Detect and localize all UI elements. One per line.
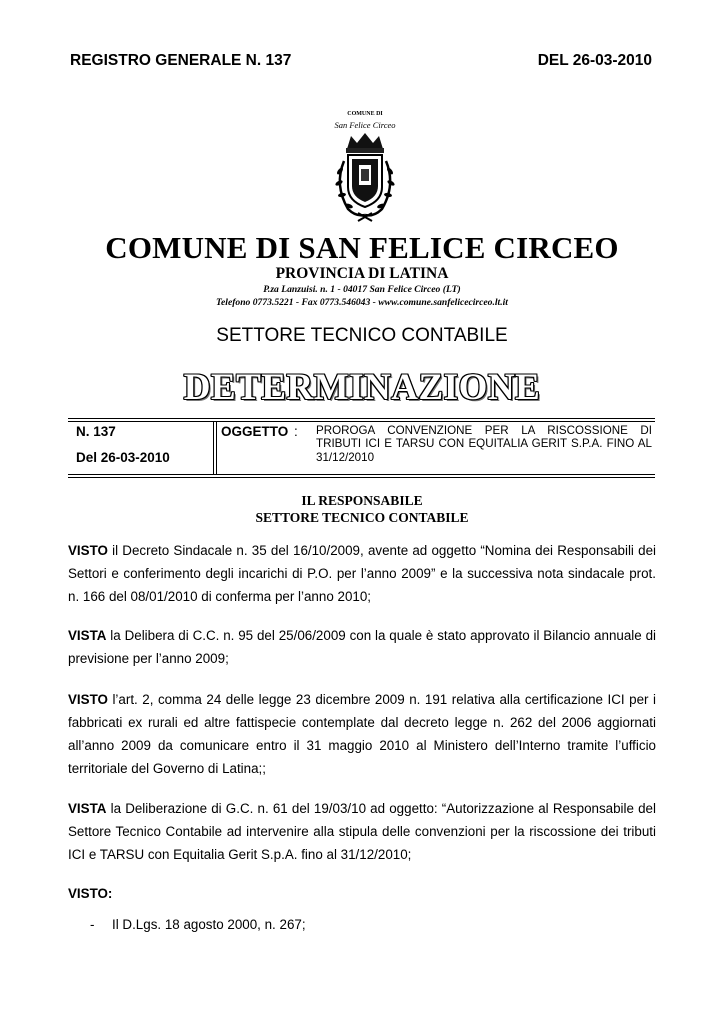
determination-date: Del 26-03-2010 (76, 450, 170, 465)
box-bottom-rule-2 (68, 477, 655, 478)
subject-label: OGGETTO (221, 424, 289, 439)
paragraph-lead: VISTA (68, 801, 107, 816)
paragraph-text: la Deliberazione di G.C. n. 61 del 19/03/10 ad oggetto: “Autorizzazione al Responsabile del Settore Tecnico Contabile ad intervenire alla stipula delle convenzioni per la riscossione dei tributi ICI e TARSU con Equitalia Gerit S.p.A. fino al 31/12/2010; (68, 801, 656, 862)
responsible-line-2: SETTORE TECNICO CONTABILE (255, 510, 469, 525)
box-divider-2 (216, 421, 217, 475)
paragraph-lead: VISTA (68, 628, 107, 643)
contact-line: Telefono 0773.5221 - Fax 0773.546043 - www.comune.sanfelicecirceo.lt.it (216, 297, 508, 308)
paragraph-visto-legge (68, 688, 656, 780)
paragraph-lead: VISTO (68, 692, 108, 707)
responsible-line-1: IL RESPONSABILE (301, 493, 423, 508)
province-name: PROVINCIA DI LATINA (275, 265, 449, 282)
visto-heading: VISTO: (68, 886, 113, 901)
registro-generale: REGISTRO GENERALE N. 137 (70, 52, 292, 69)
paragraph-vista-deliberazione (68, 797, 656, 866)
bullet-marker: - (90, 917, 95, 932)
bullet-text: Il D.Lgs. 18 agosto 2000, n. 267; (112, 917, 306, 932)
registro-date: DEL 26-03-2010 (537, 52, 652, 69)
paragraph-text: il Decreto Sindacale n. 35 del 16/10/2009, avente ad oggetto “Nomina dei Responsabili dei Settori e conferimento degli incarichi di P.O. per l’anno 2009” e la successiva nota sindacale prot. n. 166 del 08/01/2010 di conferma per l’anno 2010; (68, 543, 656, 604)
box-top-rule-2 (68, 421, 655, 422)
department-name: SETTORE TECNICO CONTABILE (216, 325, 508, 346)
box-top-rule-1 (68, 418, 655, 419)
paragraph-text: la Delibera di C.C. n. 95 del 25/06/2009 con la quale è stato approvato il Bilancio annuale di previsione per l’anno 2009; (68, 628, 656, 666)
responsible-heading (0, 492, 724, 526)
municipal-crest-logo (320, 105, 410, 231)
municipality-name: COMUNE DI SAN FELICE CIRCEO (105, 230, 619, 265)
box-bottom-rule-1 (68, 474, 655, 475)
paragraph-text: l’art. 2, comma 24 delle legge 23 dicembre 2009 n. 191 relativa alla certificazione ICI per i fabbricati ex rurali ed altre fattispecie contemplate dal decreto legge n. 262 del 2006 aggiornati all’anno 2009 da comunicare entro il 31 maggio 2010 al Ministero dell’Interno tramite l’ufficio territoriale del Governo di Latina;; (68, 692, 656, 776)
subject-text: PROROGA CONVENZIONE PER LA RISCOSSIONE DI TRIBUTI ICI E TARSU CON EQUITALIA GERIT S.P.A. FINO AL 31/12/2010 (316, 424, 652, 464)
box-divider-1 (213, 421, 214, 475)
svg-text:San Felice Circeo: San Felice Circeo (334, 120, 396, 130)
paragraph-lead: VISTO (68, 543, 108, 558)
paragraph-visto-decreto (68, 539, 656, 608)
paragraph-vista-delibera (68, 624, 656, 670)
svg-text:COMUNE DI: COMUNE DI (347, 111, 383, 117)
subject-separator: : (294, 424, 298, 439)
address-line: P.za Lanzuisi. n. 1 - 04017 San Felice Circeo (LT) (263, 284, 461, 295)
determination-number: N. 137 (76, 424, 116, 439)
document-type-title: DETERMINAZIONE (183, 367, 541, 408)
